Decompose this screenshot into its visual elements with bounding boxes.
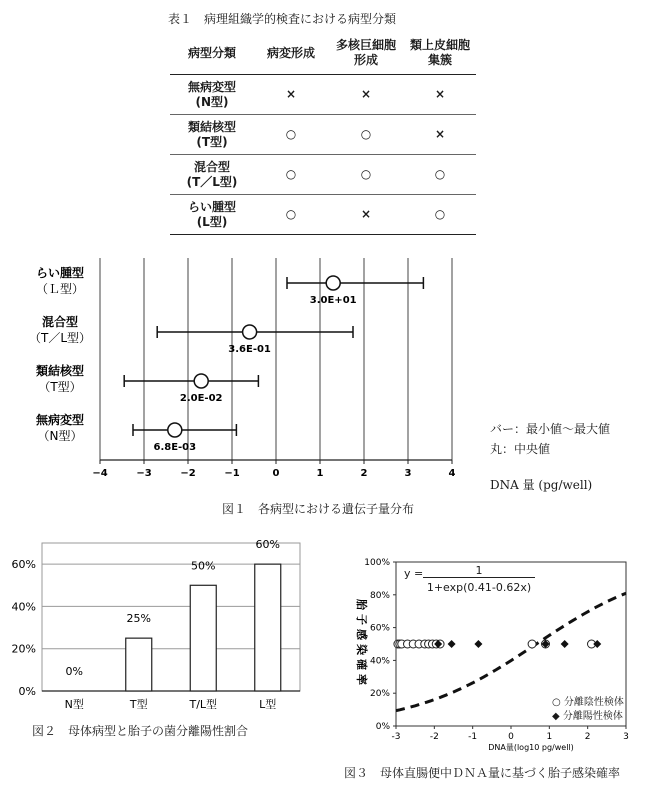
table1-cell: × (404, 75, 476, 115)
figure1-tick-label: 3 (404, 468, 412, 479)
table-row (170, 155, 476, 195)
figure1-category-label: 類結核型 (35, 364, 85, 378)
figure3-y-tick-label: 60% (369, 623, 390, 634)
figure3-x-tick-label: 1 (546, 732, 553, 742)
figure3-formula-denominator: 1+exp(0.41-0.62x) (426, 581, 532, 594)
figure3-legend-positive (552, 707, 623, 722)
figure3-x-tick-label: -1 (468, 732, 478, 742)
figure3-y-tick-label: 40% (369, 656, 390, 667)
figure1-note-circle: 丸：中央値 (490, 442, 551, 456)
figure1-median-label: 2.0E-02 (179, 393, 223, 404)
table1-cell: × (254, 75, 328, 115)
table1-cell: ○ (254, 115, 328, 155)
figure1-median-point (168, 423, 182, 437)
figure3-y-tick-label: 100% (364, 558, 390, 568)
figure3-legend-positive-label: 分離陽性検体 (562, 711, 623, 722)
figure2-tick-label: 20% (11, 642, 36, 656)
figure1-note-bar: バー：最小値～最大値 (490, 422, 611, 436)
figure3-legend-negative-label: 分離陰性検体 (563, 697, 624, 708)
figure1-tick-label: 0 (272, 468, 280, 479)
figure1-xlabel: DNA 量 (pg/well) (490, 478, 593, 492)
figure2-category-label: T/L型 (189, 698, 218, 711)
figure3-legend-negative (552, 693, 624, 708)
figure1-category-sublabel: （Ｌ型） (35, 282, 85, 296)
figure1-median-label: 3.0E+01 (309, 295, 357, 306)
figure3-positive-point (561, 640, 569, 648)
figure3-x-tick-label: 2 (584, 732, 591, 742)
figure2-value-label: 25% (126, 612, 151, 626)
figure3-positive-point (474, 640, 482, 648)
table1-caption: 表１ 病理組織学的検査における病型分類 (168, 12, 397, 26)
figure2-tick-label: 40% (11, 600, 36, 614)
filled-diamond-icon: ◆ (552, 711, 560, 722)
figure1-tick-label: 1 (316, 468, 324, 479)
table1-cell: × (328, 195, 404, 235)
table1-cell: ○ (254, 195, 328, 235)
table-row (170, 75, 476, 115)
figure1-category-sublabel: （T／L型） (28, 331, 92, 345)
table1-header-giant-cell: 多核巨細胞 形成 (328, 32, 404, 75)
table1-cell: ○ (254, 155, 328, 195)
figure2-tick-label: 0% (18, 685, 36, 698)
figure1-caption: 図１ 各病型における遺伝子量分布 (222, 502, 415, 516)
figure3-formula-numerator: 1 (423, 564, 535, 578)
figure1-tick-label: −3 (136, 468, 152, 479)
table1-cell: ○ (328, 115, 404, 155)
figure1-median-point (326, 276, 340, 290)
table1-header-epithelioid: 類上皮細胞 集簇 (404, 32, 476, 75)
table1-cell: ○ (328, 155, 404, 195)
table-row (170, 195, 476, 235)
figure3-y-tick-label: 0% (375, 722, 390, 732)
table1 (170, 32, 476, 235)
figure1-tick-label: 4 (448, 468, 456, 479)
table1-cell: ○ (404, 155, 476, 195)
figure3-formula-lhs: y = (404, 567, 424, 580)
figure2-bar (126, 638, 152, 691)
table1-row-type: らい腫型 (L型) (170, 195, 254, 235)
figure1-median-label: 6.8E-03 (153, 442, 197, 453)
table1-cell: × (404, 115, 476, 155)
figure3-x-tick-label: -2 (429, 732, 439, 742)
figure3-y-tick-label: 20% (369, 689, 390, 700)
figure1-tick-label: −2 (180, 468, 196, 479)
table-row (170, 115, 476, 155)
table1-header-type: 病型分類 (170, 32, 254, 75)
figure1-chart (0, 248, 650, 480)
figure3-positive-point (448, 640, 456, 648)
figure2-category-label: T型 (129, 698, 148, 711)
table1-header-lesion: 病変形成 (254, 32, 328, 75)
figure1-tick-label: −1 (224, 468, 240, 479)
figure2-value-label: 50% (191, 559, 216, 573)
figure2-chart (0, 535, 310, 715)
figure2-tick-label: 60% (11, 558, 36, 572)
figure3-y-tick-label: 80% (369, 590, 390, 601)
figure3-x-tick-label: -3 (391, 732, 401, 742)
figure1-median-point (243, 325, 257, 339)
figure3-ylabel: 胎子感染確率 (355, 599, 368, 689)
figure3-negative-point (528, 640, 536, 648)
figure2-value-label: 0% (65, 665, 83, 678)
figure2-bar (190, 585, 216, 691)
table1-row-type: 混合型 (T／L型) (170, 155, 254, 195)
figure3-x-tick-label: 3 (623, 732, 629, 742)
figure1-category-label: 無病変型 (35, 413, 85, 427)
figure1-category-sublabel: （N型） (37, 429, 83, 443)
figure1-category-label: らい腫型 (35, 266, 85, 280)
figure1-category-sublabel: （T型） (38, 380, 82, 394)
figure1-median-label: 3.6E-01 (228, 344, 271, 355)
figure3-chart (330, 548, 640, 758)
table1-cell: ○ (404, 195, 476, 235)
table1-row-type: 類結核型 (T型) (170, 115, 254, 155)
figure2-value-label: 60% (255, 538, 280, 552)
open-circle-icon: ○ (552, 697, 561, 708)
figure3-x-tick-label: 0 (508, 732, 514, 742)
figure2-caption: 図２ 母体病型と胎子の菌分離陽性割合 (32, 724, 249, 738)
figure3-caption: 図３ 母体直腸便中ＤＮＡ量に基づく胎子感染確率 (344, 766, 621, 780)
figure3-xlabel: DNA量(log10 pg/well) (488, 743, 574, 752)
table1-cell: × (328, 75, 404, 115)
figure1-category-label: 混合型 (41, 315, 79, 329)
figure2-category-label: L型 (259, 698, 277, 711)
figure1-tick-label: 2 (360, 468, 368, 479)
table1-row-type: 無病変型 (N型) (170, 75, 254, 115)
figure2-bar (255, 564, 281, 691)
figure1-median-point (194, 374, 208, 388)
figure1-tick-label: −4 (92, 468, 108, 479)
figure2-category-label: N型 (64, 698, 84, 711)
